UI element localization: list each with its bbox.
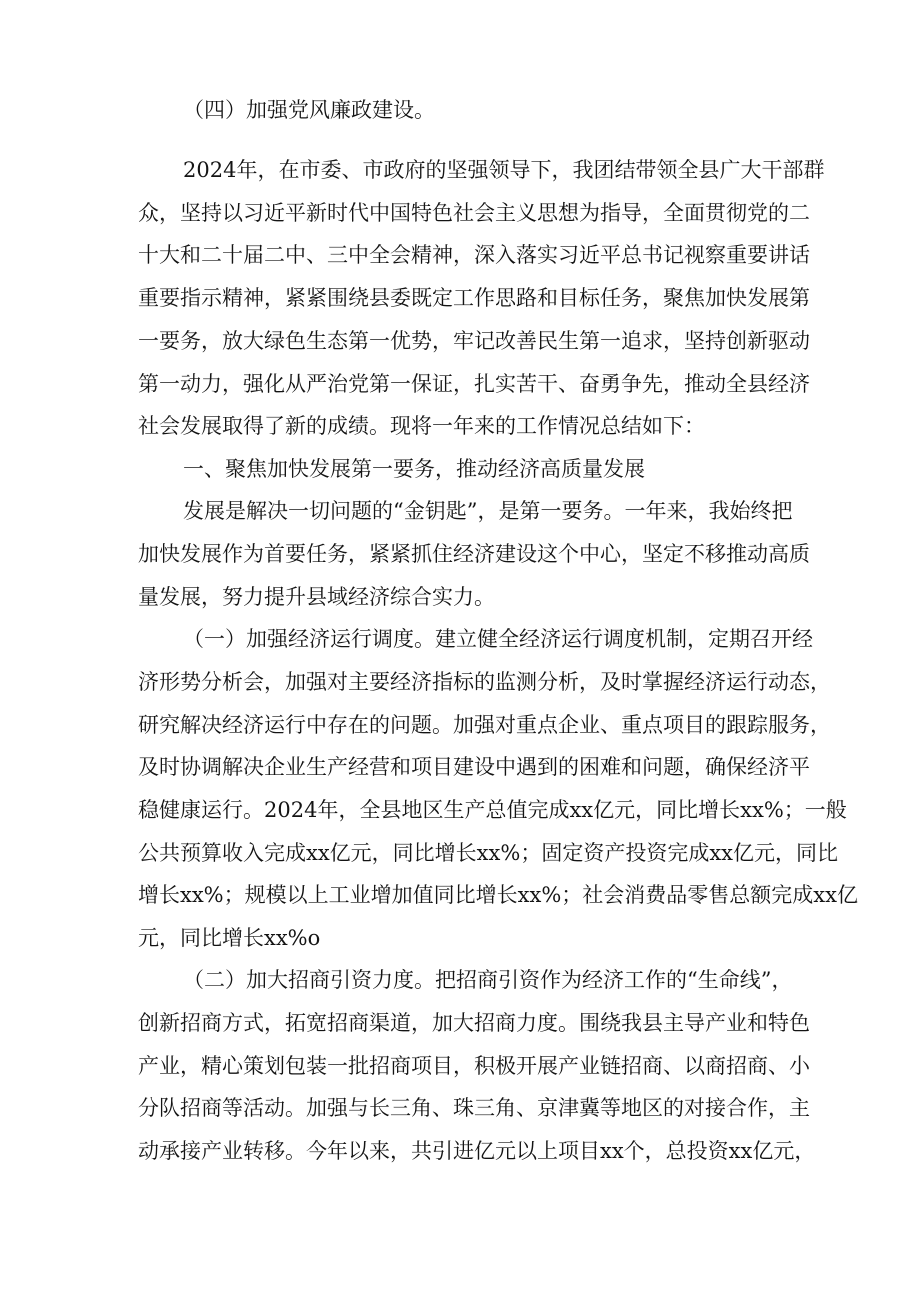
para1-line-2: 加快发展作为首要任务，紧紧抓住经济建设这个中心，坚定不移推动高质: [138, 542, 810, 566]
para3-line-1: （二）加大招商引资力度。把招商引资作为经济工作的“生命线”，: [183, 968, 793, 992]
para2-line-1: （一）加强经济运行调度。建立健全经济运行调度机制，定期召开经: [183, 627, 813, 651]
intro-line-6: 第一动力，强化从严治党第一保证，扎实苦干、奋勇争先，推动全县经济: [138, 372, 810, 396]
para2-line-2: 济形势分析会，加强对主要经济指标的监测分析，及时掌握经济运行动态，: [138, 670, 831, 694]
section-heading-one: 一、聚焦加快发展第一要务，推动经济高质量发展: [183, 457, 645, 481]
intro-line-3: 十大和二十届二中、三中全会精神，深入落实习近平总书记视察重要讲话: [138, 243, 810, 267]
para2-line-3: 研究解决经济运行中存在的问题。加强对重点企业、重点项目的跟踪服务，: [138, 713, 831, 737]
intro-line-5: 一要务，放大绿色生态第一优势，牢记改善民生第一追求，坚持创新驱动: [138, 329, 810, 353]
para2-line-8: 元，同比增长xx%o: [138, 926, 321, 950]
intro-line-1: 2024年，在市委、市政府的坚强领导下，我团结带领全县广大干部群: [183, 158, 825, 182]
intro-line-7: 社会发展取得了新的成绩。现将一年来的工作情况总结如下：: [138, 414, 705, 438]
para2-line-4: 及时协调解决企业生产经营和项目建设中遇到的困难和问题，确保经济平: [138, 755, 810, 779]
para2-line-7: 增长xx%；规模以上工业增加值同比增长xx%；社会消费品零售总额完成xx亿: [138, 883, 858, 907]
intro-line-2: 众，坚持以习近平新时代中国特色社会主义思想为指导，全面贯彻党的二: [138, 201, 810, 225]
para3-line-3: 产业，精心策划包装一批招商项目，积极开展产业链招商、以商招商、小: [138, 1054, 810, 1078]
para1-line-1: 发展是解决一切问题的“金钥匙”，是第一要务。一年来，我始终把: [183, 499, 793, 523]
para2-line-6: 公共预算收入完成xx亿元，同比增长xx%；固定资产投资完成xx亿元，同比: [138, 841, 839, 865]
para3-line-4: 分队招商等活动。加强与长三角、珠三角、京津冀等地区的对接合作，主: [138, 1096, 810, 1120]
section-heading-4: （四）加强党风廉政建设。: [183, 98, 435, 122]
para1-line-3: 量发展，努力提升县域经济综合实力。: [138, 585, 495, 609]
para2-line-5: 稳健康运行。2024年，全县地区生产总值完成xx亿元，同比增长xx%；一般: [138, 798, 847, 822]
para3-line-2: 创新招商方式，拓宽招商渠道，加大招商力度。围绕我县主导产业和特色: [138, 1011, 810, 1035]
para3-line-5: 动承接产业转移。今年以来，共引进亿元以上项目xx个，总投资xx亿元，: [138, 1139, 816, 1163]
intro-line-4: 重要指示精神，紧紧围绕县委既定工作思路和目标任务，聚焦加快发展第: [138, 286, 810, 310]
